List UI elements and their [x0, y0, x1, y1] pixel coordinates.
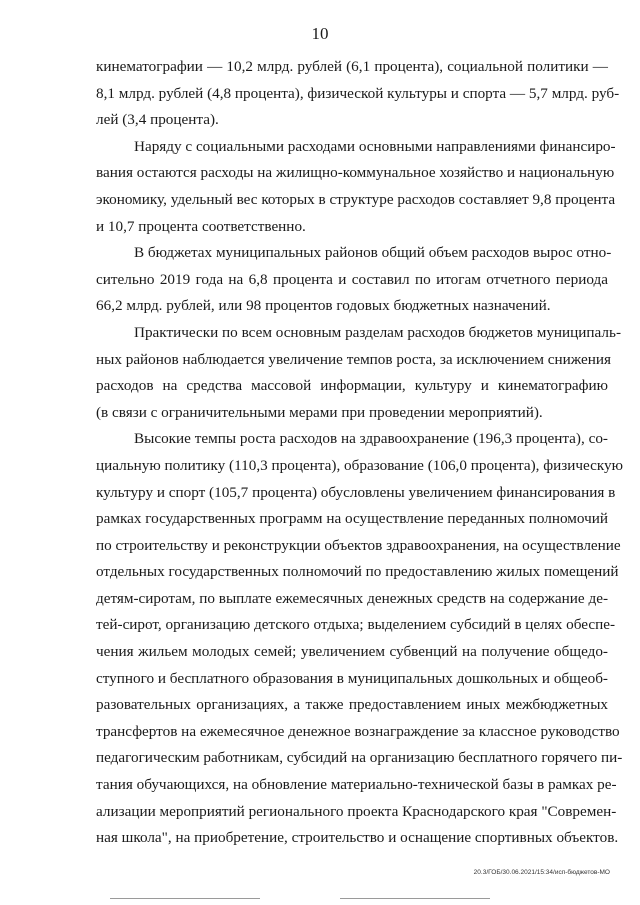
- paragraph-line: расходов на средства массовой информации, культуру и кинематографию: [96, 377, 608, 395]
- paragraph-line: детям-сиротам, по выплате ежемесячных денежных средств на содержание де-: [96, 589, 608, 607]
- paragraph-line: Высокие темпы роста расходов на здравоохранение (196,3 процента), со-: [134, 430, 608, 448]
- paragraph-line: культуру и спорт (105,7 процента) обусловлены увеличением финансирования в: [96, 483, 616, 501]
- paragraph-line: лей (3,4 процента).: [96, 111, 219, 129]
- paragraph-line: ступного и бесплатного образования в муниципальных дошкольных и общеоб-: [96, 669, 608, 687]
- paragraph-line: кинематографии — 10,2 млрд. рублей (6,1 процента), социальной политики —: [96, 58, 608, 75]
- paragraph-line: трансфертов на ежемесячное денежное вознаграждение за классное руководство: [96, 722, 620, 740]
- paragraph-line: рамках государственных программ на осуществление переданных полномочий: [96, 510, 608, 528]
- paragraph: [96, 54, 620, 134]
- paragraph: [96, 134, 616, 240]
- paragraph-line: разовательных организациях, а также предоставлением иных межбюджетных: [96, 696, 608, 714]
- paragraph-line: Наряду с социальными расходами основными направлениями финансиро-: [134, 137, 616, 155]
- scan-artifact-line: [340, 898, 490, 899]
- paragraph-line: 66,2 млрд. рублей, или 98 процентов годовых бюджетных назначений.: [96, 297, 551, 315]
- paragraph-line: отдельных государственных полномочий по предоставлению жилых помещений: [96, 563, 619, 581]
- paragraph-line: Практически по всем основным разделам расходов бюджетов муниципаль-: [134, 323, 621, 341]
- paragraph-line: ализации мероприятий регионального проекта Краснодарского края "Современ-: [96, 802, 617, 820]
- paragraph-line: вания остаются расходы на жилищно-коммунальное хозяйство и национальную: [96, 164, 615, 182]
- paragraph-line: сительно 2019 года на 6,8 процента и составил по итогам отчетного периода: [96, 270, 608, 288]
- paragraph: [96, 320, 621, 426]
- paragraph-line: педагогическим работникам, субсидий на организацию бесплатного горячего пи-: [96, 749, 623, 767]
- paragraph-line: (в связи с ограничительными мерами при проведении мероприятий).: [96, 403, 543, 421]
- paragraph-line: ная школа", на приобретение, строительство и оснащение спортивных объектов.: [96, 829, 619, 847]
- document-footer-code: 20.3/ГОБ/30.06.2021/15:34/исп-бюджетов-МО: [473, 869, 610, 876]
- paragraph-line: 8,1 млрд. рублей (4,8 процента), физической культуры и спорта — 5,7 млрд. руб-: [96, 84, 620, 102]
- scan-artifact-line: [110, 898, 260, 899]
- paragraph-line: тания обучающихся, на обновление материально-технической базы в рамках ре-: [96, 776, 617, 794]
- paragraph-line: ных районов наблюдается увеличение темпов роста, за исключением снижения: [96, 350, 612, 368]
- paragraph-line: тей-сирот, организацию детского отдыха; выделением субсидий в целях обеспе-: [96, 616, 616, 634]
- page-number: 10: [311, 24, 329, 43]
- paragraph-line: чения жильем молодых семей; увеличением субвенций на получение общедо-: [96, 643, 608, 661]
- paragraph-line: экономику, удельный вес которых в структуре расходов составляет 9,8 процента: [96, 190, 616, 208]
- paragraph-line: В бюджетах муниципальных районов общий объем расходов вырос отно-: [134, 244, 612, 262]
- paragraph-line: циальную политику (110,3 процента), образование (106,0 процента), физическую: [96, 456, 623, 474]
- paragraph-line: и 10,7 процента соответственно.: [96, 217, 306, 235]
- paragraph: [96, 426, 623, 852]
- document-body: [96, 54, 623, 852]
- paragraph: [96, 240, 612, 320]
- paragraph-line: по строительству и реконструкции объектов здравоохранения, на осуществление: [96, 536, 621, 554]
